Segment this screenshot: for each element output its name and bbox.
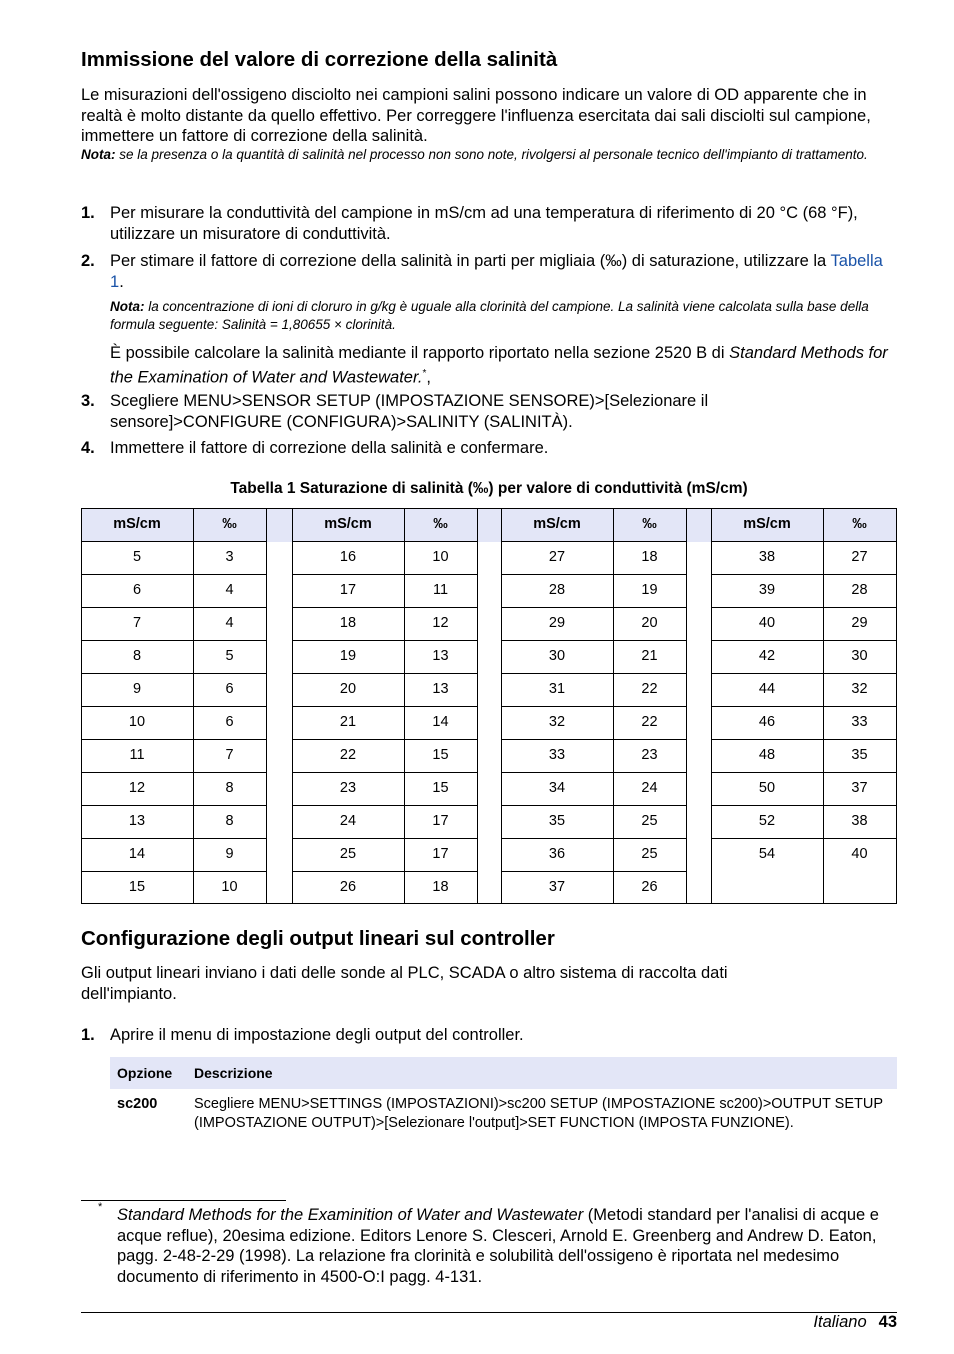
cell-conductivity: 35	[548, 813, 566, 829]
options-col-description: Descrizione	[194, 1065, 273, 1081]
cell-conductivity: 21	[339, 714, 357, 730]
footnote-ref[interactable]: *	[422, 367, 427, 379]
cell-conductivity: 27	[548, 549, 566, 565]
cell-conductivity: 23	[339, 780, 357, 796]
cell-conductivity: 42	[758, 648, 776, 664]
cell-conductivity: 20	[339, 681, 357, 697]
header-ms-cm: mS/cm	[113, 516, 161, 532]
cell-salinity: 10	[221, 879, 238, 895]
cell-conductivity: 5	[132, 549, 142, 565]
cell-conductivity: 14	[128, 846, 146, 862]
cell-conductivity: 24	[339, 813, 357, 829]
cell-conductivity: 40	[758, 615, 776, 631]
cell-salinity: 25	[641, 813, 658, 829]
cell-conductivity: 52	[758, 813, 776, 829]
step-2-extra-before: È possibile calcolare la salinità mediante il rapporto riportato nella sezione 2520 B di	[110, 344, 730, 362]
cell-salinity: 17	[432, 813, 449, 829]
step-number-4: 4.	[81, 439, 95, 457]
footnote-text	[117, 1205, 897, 1287]
cell-salinity: 22	[641, 714, 658, 730]
cell-salinity: 37	[851, 780, 868, 796]
step-2-extra	[110, 343, 895, 388]
cell-conductivity: 26	[339, 879, 357, 895]
cell-salinity: 4	[225, 582, 234, 598]
footnote-title: Standard Methods for the Examinition of Water and Wastewater	[117, 1206, 584, 1224]
step-3-text: Scegliere MENU>SENSOR SETUP (IMPOSTAZIONE SENSORE)>[Selezionare il sensore]>CONFIGURE (CONFIGURA)>SALINITY (SALINITÀ).	[110, 392, 709, 431]
page-number: 43	[878, 1313, 897, 1331]
cell-salinity: 11	[432, 582, 449, 598]
cell-salinity: 23	[641, 747, 658, 763]
cell-salinity: 8	[225, 780, 234, 796]
cell-conductivity: 48	[758, 747, 776, 763]
cell-conductivity: 33	[548, 747, 566, 763]
cell-salinity: 6	[225, 681, 234, 697]
column-rule	[896, 508, 897, 904]
cell-salinity: 25	[641, 846, 658, 862]
cell-salinity: 32	[851, 681, 868, 697]
note-text: se la presenza o la quantità di salinità nel processo non sono note, rivolgersi al personale tecnico dell'impianto di trattamento.	[119, 147, 868, 162]
step-2-text	[110, 251, 895, 292]
cell-salinity: 18	[432, 879, 449, 895]
header-ms-cm: mS/cm	[533, 516, 581, 532]
cell-salinity: 10	[432, 549, 449, 565]
cell-conductivity: 28	[548, 582, 566, 598]
cell-salinity: 20	[641, 615, 658, 631]
document-page	[81, 0, 897, 1354]
cell-salinity: 18	[641, 549, 658, 565]
cell-conductivity: 22	[339, 747, 357, 763]
cell-conductivity: 54	[758, 846, 776, 862]
cell-salinity: 30	[851, 648, 868, 664]
cell-conductivity: 44	[758, 681, 776, 697]
section-heading-salinity: Immissione del valore di correzione della salinità	[81, 48, 558, 71]
cell-conductivity: 29	[548, 615, 566, 631]
cell-conductivity: 17	[339, 582, 357, 598]
cell-salinity: 35	[851, 747, 868, 763]
footer-rule	[81, 1312, 897, 1313]
column-rule	[266, 508, 267, 904]
cell-conductivity: 30	[548, 648, 566, 664]
header-ms-cm: mS/cm	[324, 516, 372, 532]
column-rule	[477, 508, 478, 904]
cell-conductivity: 37	[548, 879, 566, 895]
step-2-extra-after: ,	[426, 368, 431, 386]
cell-conductivity: 50	[758, 780, 776, 796]
cell-conductivity: 39	[758, 582, 776, 598]
step-2-text-before: Per stimare il fattore di correzione della salinità in parti per migliaia (‰) di saturazione, utilizzare la	[110, 252, 831, 270]
cell-conductivity: 34	[548, 780, 566, 796]
cell-salinity: 33	[851, 714, 868, 730]
cell-conductivity: 31	[548, 681, 566, 697]
step-number-1: 1.	[81, 204, 95, 222]
step-1-text: Per misurare la conduttività del campione in mS/cm ad una temperatura di riferimento di 20 °C (68 °F), utilizzare un misuratore di conduttività.	[110, 204, 858, 243]
step-number-2: 2.	[81, 252, 95, 270]
salinity-table	[81, 508, 897, 904]
cell-conductivity: 9	[132, 681, 142, 697]
note-label: Nota:	[110, 299, 145, 314]
cell-conductivity: 8	[132, 648, 142, 664]
cell-salinity: 26	[641, 879, 658, 895]
cell-salinity: 24	[641, 780, 658, 796]
cell-salinity: 8	[225, 813, 234, 829]
outputs-step-number-1: 1.	[81, 1026, 95, 1044]
cell-conductivity: 19	[339, 648, 357, 664]
header-per-mille: ‰	[642, 516, 657, 532]
cell-salinity: 4	[225, 615, 234, 631]
cell-salinity: 14	[432, 714, 449, 730]
cell-conductivity: 36	[548, 846, 566, 862]
note-chloride	[110, 298, 897, 334]
cell-salinity: 27	[851, 549, 868, 565]
table-1-link[interactable]: Tabella 1	[110, 252, 883, 291]
cell-conductivity: 38	[758, 549, 776, 565]
cell-conductivity: 15	[128, 879, 146, 895]
footer-language: Italiano	[813, 1313, 867, 1331]
cell-salinity: 6	[225, 714, 234, 730]
cell-conductivity: 13	[128, 813, 146, 829]
outputs-step-1-text: Aprire il menu di impostazione degli output del controller.	[110, 1026, 524, 1044]
cell-salinity: 40	[851, 846, 868, 862]
step-number-3: 3.	[81, 392, 95, 410]
header-per-mille: ‰	[222, 516, 237, 532]
cell-salinity: 3	[225, 549, 234, 565]
cell-salinity: 29	[851, 615, 868, 631]
table-1-caption: Tabella 1 Saturazione di salinità (‰) per valore di conduttività (mS/cm)	[230, 480, 748, 497]
cell-salinity: 13	[432, 681, 449, 697]
cell-salinity: 19	[641, 582, 658, 598]
cell-salinity: 5	[225, 648, 234, 664]
options-col-option: Opzione	[117, 1065, 173, 1081]
footnote-marker: *	[98, 1201, 103, 1213]
cell-salinity: 9	[225, 846, 234, 862]
note-text: la concentrazione di ioni di cloruro in g/kg è uguale alla clorinità del campione. La salinità viene calcolata sulla base della formula seguente: Salinità = 1,80655 × clorinità.	[110, 299, 869, 332]
cell-conductivity: 32	[548, 714, 566, 730]
cell-salinity: 38	[851, 813, 868, 829]
cell-conductivity: 25	[339, 846, 357, 862]
option-description-sc200: Scegliere MENU>SETTINGS (IMPOSTAZIONI)>sc200 SETUP (IMPOSTAZIONE sc200)>OUTPUT SETUP (IMPOSTAZIONE OUTPUT)>[Selezionare l'output]>SET FUNCTION (IMPOSTA FUNZIONE).	[194, 1096, 883, 1131]
note-label: Nota:	[81, 147, 116, 162]
outputs-intro: Gli output lineari inviano i dati delle sonde al PLC, SCADA o altro sistema di raccolta dati dell'impianto.	[81, 964, 728, 1003]
footnote-body: (Metodi standard per l'analisi di acque e acque reflue), 20esima edizione. Editors Lenore S. Clesceri, Arnold E. Greenberg and Andrew D. Eaton, pagg. 2-48-2-29 (1998). La relazione fra clorinità e solubilità dell'ossigeno è riportata nel medesimo documento di riferimento in 4500-O:I pagg. 4-131.	[117, 1206, 879, 1286]
cell-salinity: 7	[225, 747, 234, 763]
step-4-text: Immettere il fattore di correzione della salinità e confermare.	[110, 439, 549, 457]
cell-salinity: 15	[432, 747, 449, 763]
standard-methods-title: Standard Methods for the Examination of Water and Wastewater.	[110, 344, 888, 386]
cell-conductivity: 46	[758, 714, 776, 730]
header-per-mille: ‰	[433, 516, 448, 532]
cell-conductivity: 16	[339, 549, 357, 565]
option-name-sc200: sc200	[117, 1096, 158, 1112]
page-footer	[813, 1310, 897, 1334]
cell-salinity: 13	[432, 648, 449, 664]
cell-salinity: 12	[432, 615, 449, 631]
column-rule	[686, 508, 687, 904]
cell-salinity: 22	[641, 681, 658, 697]
cell-salinity: 17	[432, 846, 449, 862]
cell-conductivity: 11	[129, 747, 145, 763]
cell-salinity: 15	[432, 780, 449, 796]
cell-conductivity: 7	[132, 615, 142, 631]
cell-conductivity: 18	[339, 615, 357, 631]
header-ms-cm: mS/cm	[743, 516, 791, 532]
step-2-text-after: .	[119, 272, 124, 291]
cell-conductivity: 12	[128, 780, 146, 796]
footnote-rule	[81, 1200, 286, 1201]
note-salinity-unknown	[81, 146, 897, 164]
cell-conductivity: 6	[132, 582, 142, 598]
cell-conductivity: 10	[128, 714, 146, 730]
intro-paragraph: Le misurazioni dell'ossigeno disciolto nei campioni salini possono indicare un valore di OD apparente che in realtà è molto distante da quello effettivo. Per correggere l'influenza esercitata dai sali disciolti sul campione, immettere un fattore di correzione della salinità.	[81, 86, 871, 145]
header-per-mille: ‰	[852, 516, 867, 532]
section-heading-linear-outputs: Configurazione degli output lineari sul controller	[81, 927, 555, 950]
cell-salinity: 21	[641, 648, 658, 664]
cell-salinity: 28	[851, 582, 868, 598]
